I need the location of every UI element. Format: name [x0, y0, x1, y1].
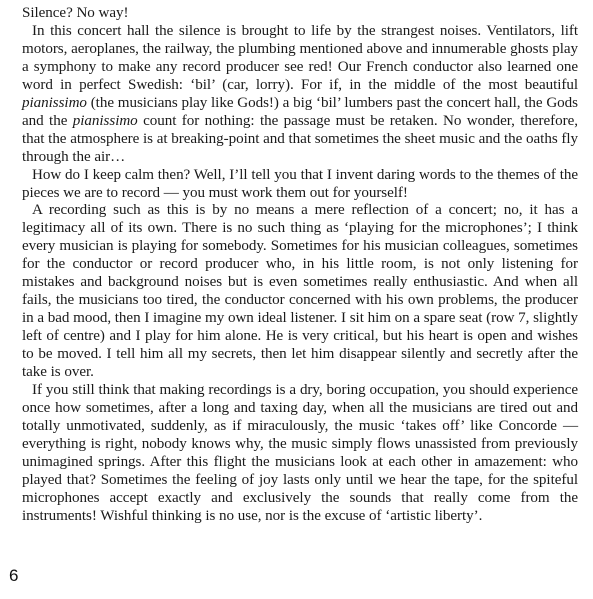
paragraph-1 — [22, 5, 578, 23]
paragraph-4 — [22, 202, 578, 382]
paragraph-5-text: If you still think that making recordings is a dry, boring occupation, you should experience once how sometimes, after a long and taxing day, when all the musicians are tired out and totally unmotivated, suddenly, as if miraculously, the music ‘takes off’ like Concorde — everything is right, nobody knows why, the music simply flows unassisted from previously unimagined springs. After this flight the musicians look at each other in amazement: who played that? Sometimes the feeling of joy lasts only until we hear the tape, for the spiteful microphones accept exactly and exclusively the sounds that really come from the instruments! Wishful thinking is no use, nor is the excuse of ‘artistic liberty’. — [22, 382, 578, 524]
paragraph-5 — [22, 382, 578, 526]
italic-term-pianissimo: pianissimo — [22, 94, 87, 111]
italic-term-pianissimo: pianissimo — [72, 112, 138, 129]
paragraph-4-text: A recording such as this is by no means a mere reflection of a concert; no, it has a legitimacy all of its own. There is no such thing as ‘playing for the microphones’; I think every musician is playing for somebody. Sometimes for his musician colleagues, sometimes for the conductor or record producer who, in his little room, is not only listening for mistakes and background noises but is even sometimes really enthusiastic. And when all fails, the musicians too tired, the conductor concerned with his own problems, the producer in a bad mood, then I imagine my own ideal listener. I sit him on a spare seat (row 7, slightly left of centre) and I play for him alone. He is very critical, but his heart is open and wishes to be moved. I tell him all my secrets, then let him disappear silently and secretly after the take is over. — [22, 202, 578, 381]
paragraph-2-text-c: count for nothing: the passage must be retaken. No wonder, therefore, that the atmosphere is at breaking-point and that sometimes the sheet music and the oaths fly through the air… — [22, 112, 578, 165]
body-text — [22, 5, 578, 526]
page-number: 6 — [9, 566, 19, 585]
paragraph-2-text-a: In this concert hall the silence is brought to life by the strangest noises. Ventilators, lift motors, aeroplanes, the railway, the plumbing mentioned above and innumerable ghosts play a symphony to make any record producer see red! Our French conductor also learned one word in perfect Swedish: ‘bil’ (car, lorry). For if, in the middle of the most beautiful — [22, 22, 578, 93]
paragraph-2-text-b: (the musicians play like Gods!) a big ‘bil’ lumbers past the concert hall, the Gods and the — [22, 94, 578, 129]
paragraph-2 — [22, 23, 578, 167]
paragraph-3-text: How do I keep calm then? Well, I’ll tell you that I invent daring words to the themes of the pieces we are to record — you must work them out for yourself! — [22, 166, 578, 201]
paragraph-1-text: Silence? No way! — [22, 5, 129, 21]
paragraph-3 — [22, 167, 578, 203]
